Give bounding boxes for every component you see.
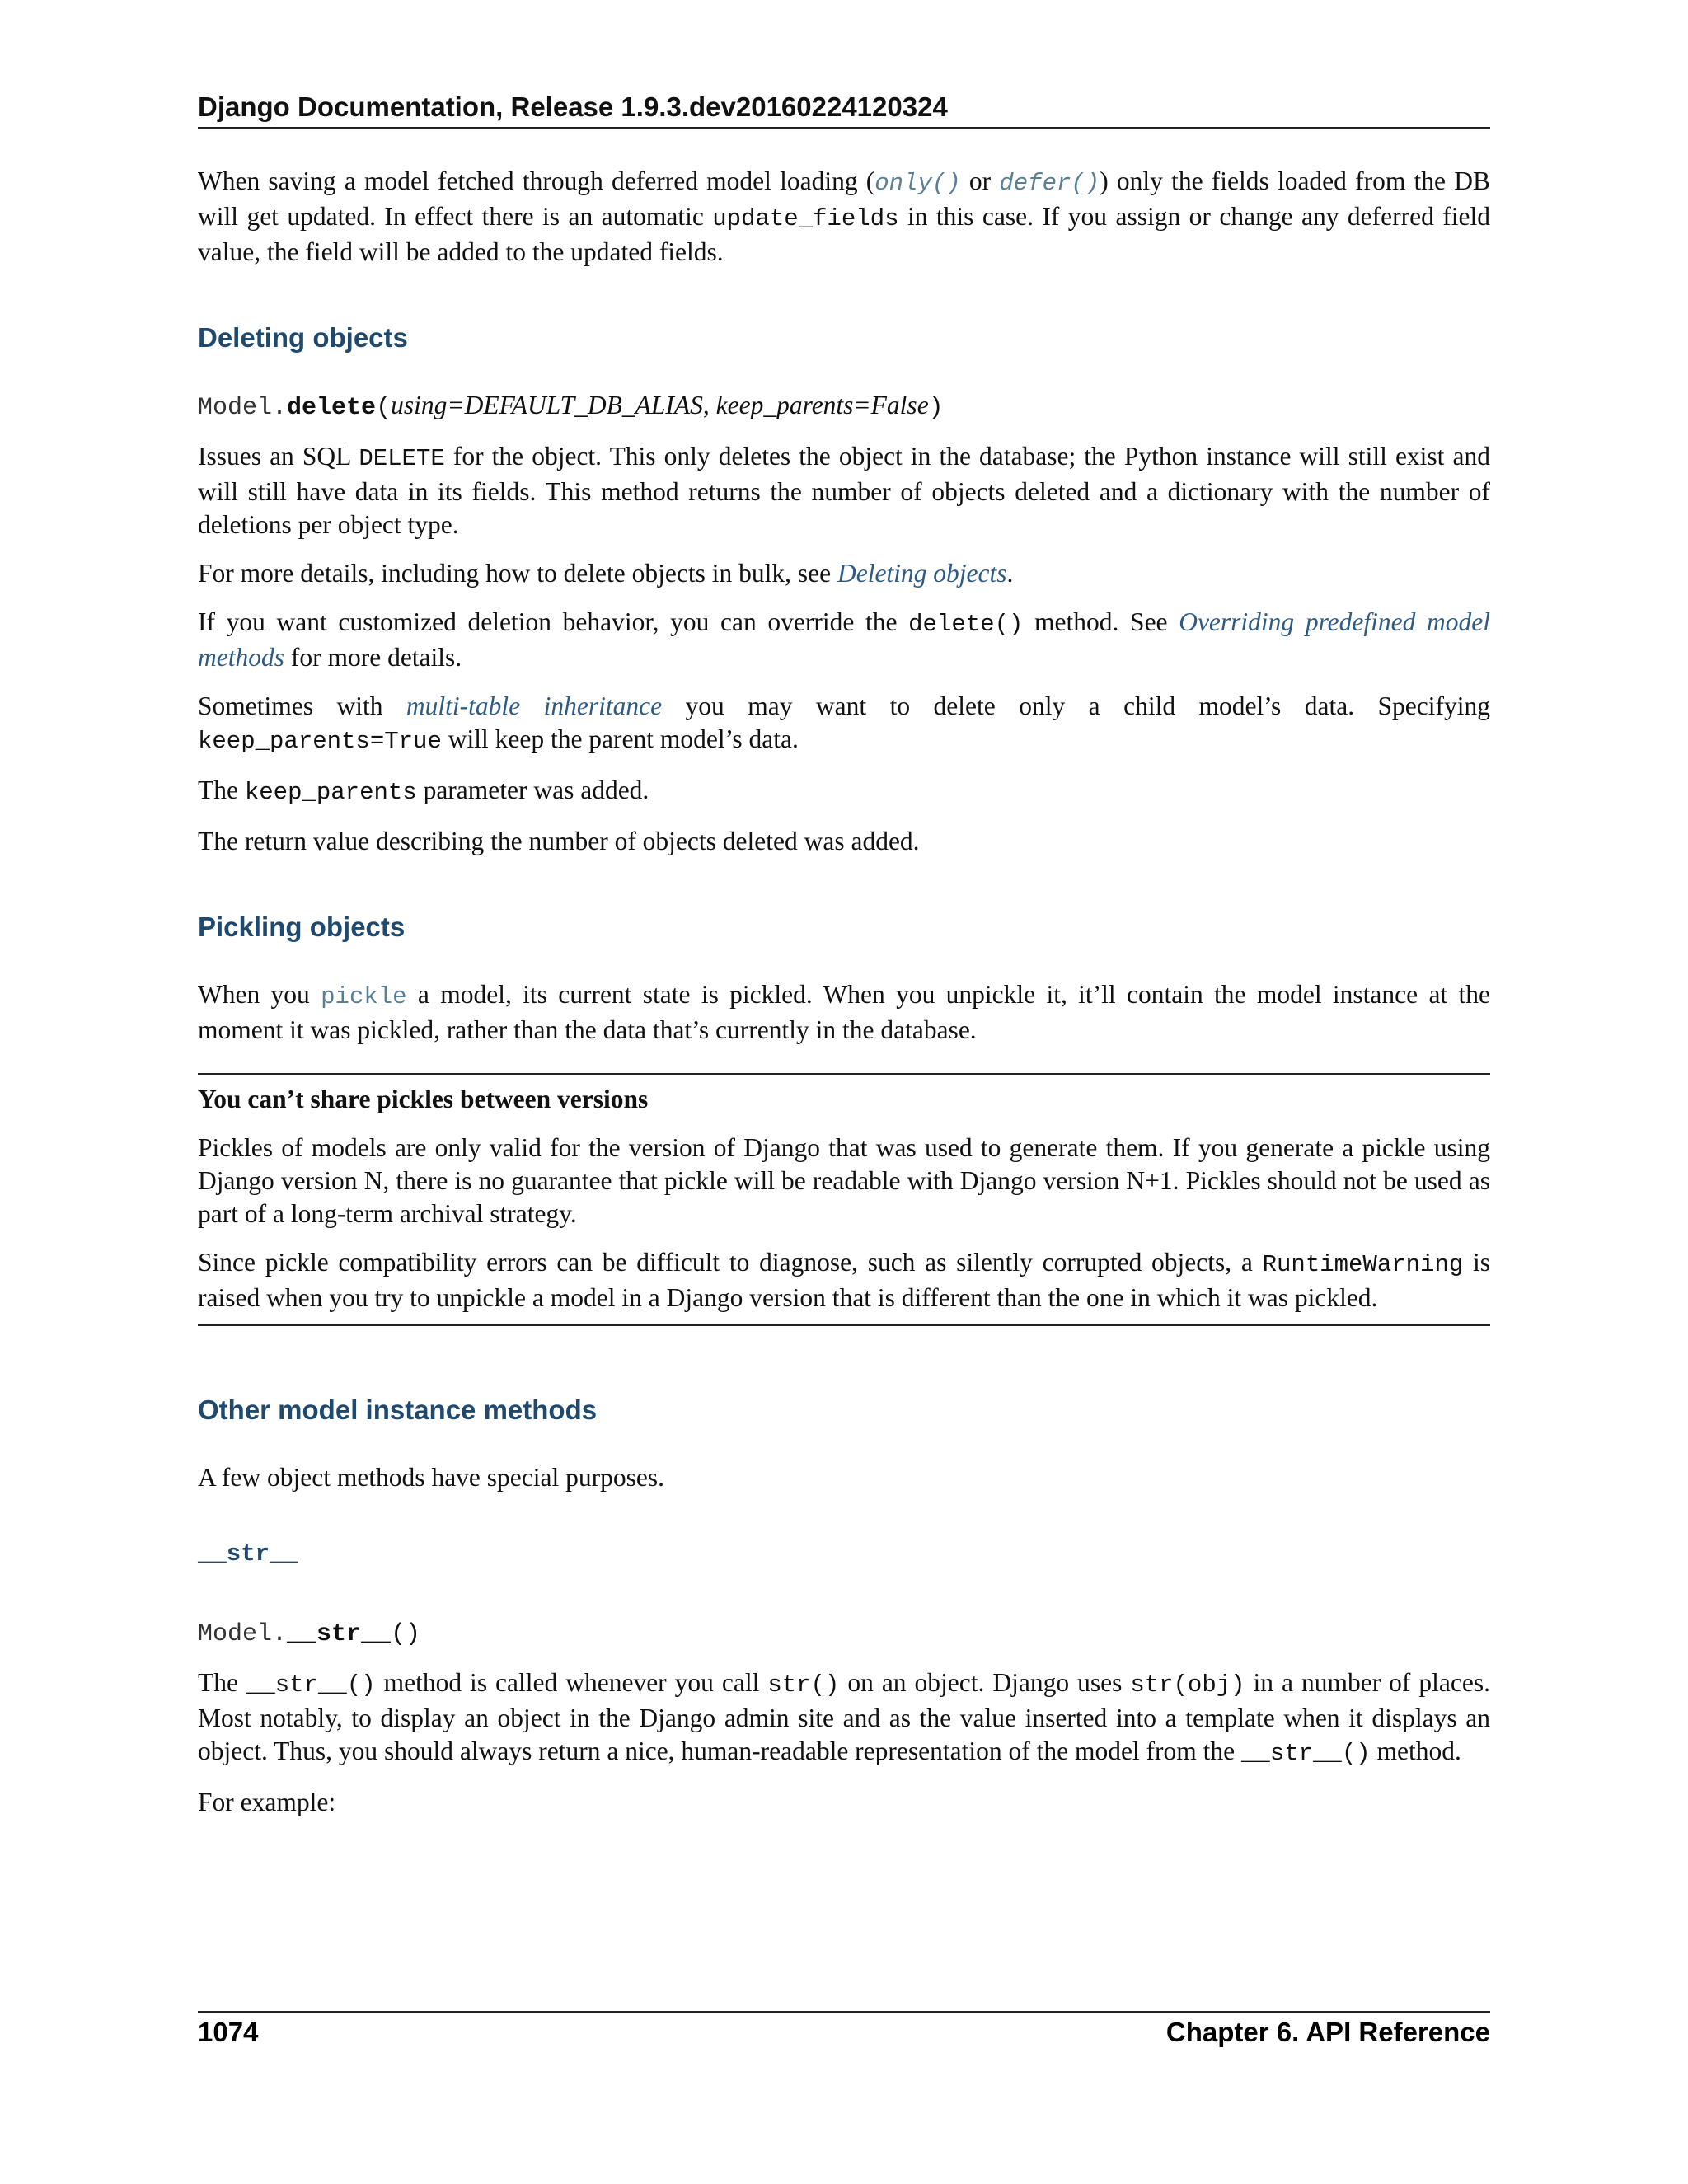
other-paragraph-1: A few object methods have special purposes. [198,1463,664,1492]
delete-paragraph-5: The keep_parents parameter was added. [198,776,649,806]
for-example: For example: [198,1788,336,1816]
note-pickle-versions [198,1073,1490,1326]
link-defer[interactable]: defer() [999,170,1100,197]
index-entry-str: __str__ [198,1540,298,1568]
delete-paragraph-1: Issues an SQL DELETE for the object. This only deletes the object in the database; the Python instance will still exist and will still have data in its fields. This method returns the number of objects deleted and a dictionary with the number of deletions per object type. [198,442,1491,539]
note-title: You can’t share pickles between versions [198,1085,649,1113]
delete-paragraph-2: For more details, including how to delete objects in bulk, see Deleting objects. [198,559,1014,588]
link-deleting-objects[interactable]: Deleting objects [837,559,1007,588]
heading-pickling-objects: Pickling objects [198,912,406,942]
heading-other-methods: Other model instance methods [198,1394,598,1425]
signature-delete: Model.delete(using=DEFAULT_DB_ALIAS, keep_parents=False) [198,391,944,422]
heading-deleting-objects: Deleting objects [198,322,408,353]
pickle-paragraph-1: When you pickle a model, its current state is pickled. When you unpickle it, it’ll contain the model instance at the moment it was pickled, rather than the data that’s currently in the database. [198,980,1490,1044]
delete-paragraph-6: The return value describing the number of objects deleted was added. [198,827,920,855]
link-pickle[interactable]: pickle [321,983,407,1010]
code-update-fields: update_fields [712,205,899,232]
page-number: 1074 [198,2017,259,2047]
note-paragraph-2: Since pickle compatibility errors can be difficult to diagnose, such as silently corrupted objects, a RuntimeWarning is raised when you try to unpickle a model in a Django version that is different than the one in which it was pickled. [198,1248,1490,1312]
document-page [198,91,1490,1819]
link-multi-table-inheritance[interactable]: multi-table inheritance [406,691,663,720]
running-header [198,91,1490,129]
note-paragraph-1: Pickles of models are only valid for the version of Django that was used to generate them. If you generate a pickle using Django version N, there is no guarantee that pickle will be readable with Django version N+1. Pickles should not be used as part of a long-term archival strategy. [198,1133,1490,1228]
str-paragraph: The __str__() method is called whenever you call str() on an object. Django uses str(obj) in a number of places. Most notably, to display an object in the Django admin site and as the value inserted into a template when it displays an object. Thus, you should always return a nice, human-readable representation of the model from the __str__() method. [198,1668,1490,1767]
running-footer [198,2011,1490,2049]
delete-paragraph-3: If you want customized deletion behavior, you can override the delete() method. See Overriding predefined model methods for more details. [198,607,1491,672]
signature-str: Model.__str__() [198,1620,421,1648]
delete-paragraph-4: Sometimes with multi-table inheritance you may want to delete only a child model’s data. Specifying keep_parents=True will keep the parent model’s data. [198,691,1490,755]
chapter-title: Chapter 6. API Reference [1165,2017,1490,2047]
link-overriding-methods[interactable]: Overriding predefined model methods [198,607,1491,672]
header-title: Django Documentation, Release 1.9.3.dev20160224120324 [198,91,948,122]
link-only[interactable]: only() [874,170,961,197]
intro-paragraph: When saving a model fetched through deferred model loading (only() or defer()) only the fields loaded from the DB will get updated. In effect there is an automatic update_fields in this case. If you assign or change any deferred field value, the field will be added to the updated fields. [198,166,1490,266]
